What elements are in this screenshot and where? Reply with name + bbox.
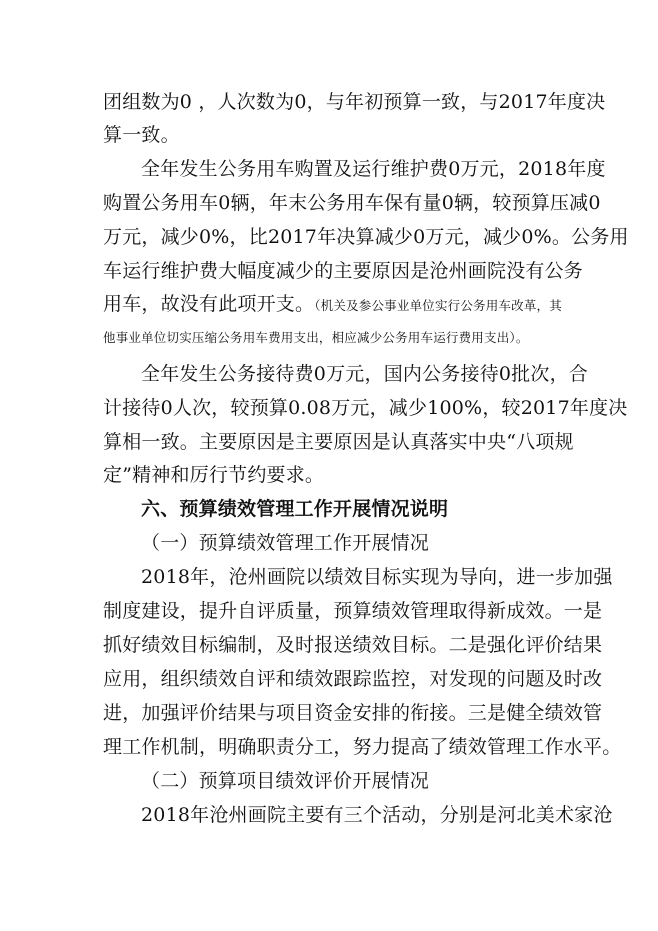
section-heading: 六、预算绩效管理工作开展情况说明	[141, 498, 449, 520]
paragraph-line: 万元，减少0%，比2017年决算减少0万元，减少0%。公务用	[103, 226, 629, 248]
paragraph-line: 全年发生公务用车购置及运行维护费0万元，2018年度	[141, 158, 606, 180]
paragraph-line: 算一致。	[103, 124, 180, 146]
paragraph-line: 团组数为0 ，人次数为0，与年初预算一致，与2017年度决	[103, 91, 606, 113]
parenthetical-note: 他事业单位切实压缩公务用车费用支出，相应减少公务用车运行费用支出）。	[103, 330, 529, 345]
paragraph-line: 应用，组织绩效自评和绩效跟踪监控，对发现的问题及时改	[103, 668, 603, 690]
paragraph-line: 计接待0人次，较预算0.08万元，减少100%，较2017年度决	[103, 397, 628, 419]
paragraph-line: 抓好绩效目标编制，及时报送绩效目标。二是强化评价结果	[103, 634, 603, 656]
paragraph-line: 2018年沧州画院主要有三个活动，分别是河北美术家沧	[141, 804, 613, 826]
paragraph-line: 购置公务用车0辆，年末公务用车保有量0辆，较预算压减0	[103, 192, 601, 214]
parenthetical-note: （机关及参公事业单位实行公务用车改革，其	[314, 298, 562, 313]
paragraph-line: 2018年，沧州画院以绩效目标实现为导向，进一步加强	[141, 566, 613, 588]
paragraph-line: 算相一致。主要原因是主要原因是认真落实中央“八项规	[103, 431, 574, 453]
paragraph-line: 定”精神和厉行节约要求。	[103, 464, 325, 486]
subsection-heading: （二）预算项目绩效评价开展情况	[141, 770, 430, 792]
paragraph-text: 用车，故没有此项开支。	[103, 293, 315, 315]
paragraph-line: 理工作机制，明确职责分工，努力提高了绩效管理工作水平。	[103, 736, 622, 758]
paragraph-line: 进，加强评价结果与项目资金安排的衔接。三是健全绩效管	[103, 702, 603, 724]
paragraph-line: 车运行维护费大幅度减少的主要原因是沧州画院没有公务	[103, 260, 584, 282]
subsection-heading: （一）预算绩效管理工作开展情况	[141, 532, 430, 554]
paragraph-line	[103, 292, 562, 318]
paragraph-line: 制度建设，提升自评质量，预算绩效管理取得新成效。一是	[103, 600, 603, 622]
paragraph-line: 全年发生公务接待费0万元，国内公务接待0批次，合	[141, 363, 588, 385]
